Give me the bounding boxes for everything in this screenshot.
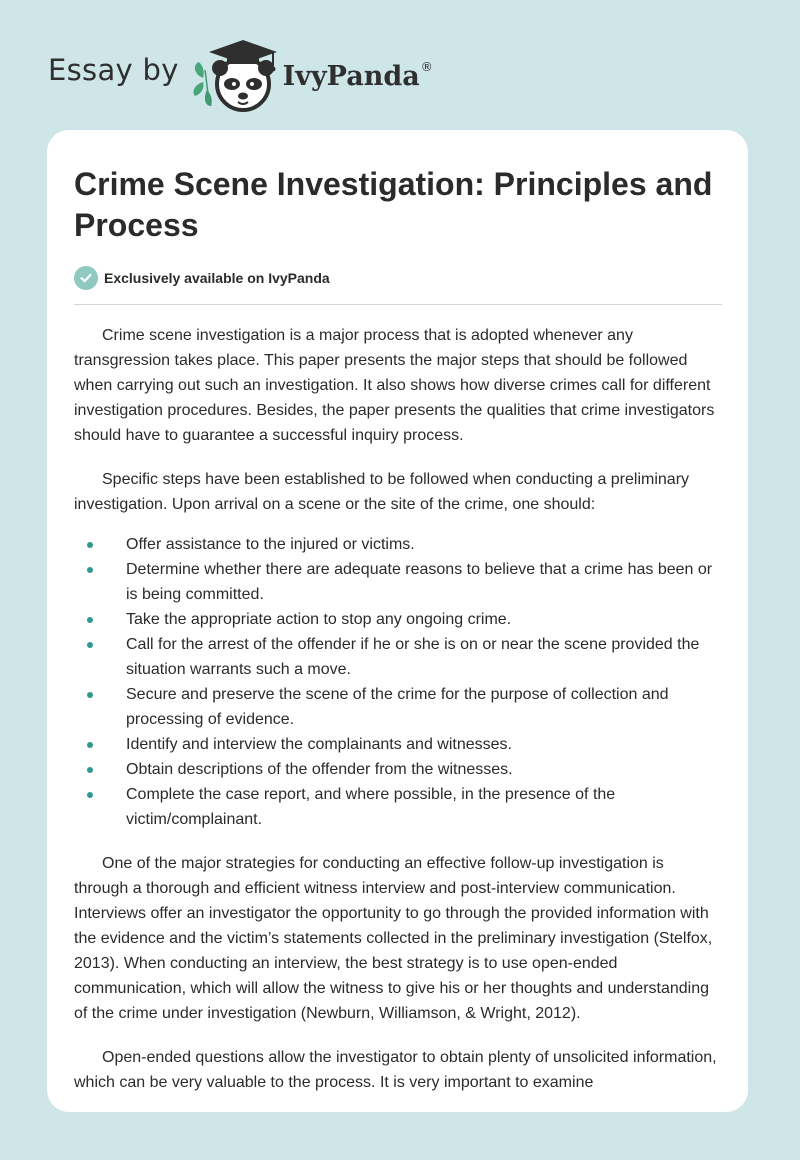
body-paragraph: One of the major strategies for conducting an effective follow-up investigation is through a thorough and efficient witness interview and post-interview communication. Interviews offer an investigator the opportunity to go through the provided information with the evidence and the victim’s statements collected in the preliminary investigation (Stelfox, 2013). When conducting an interview, the best strategy is to use open-ended communication, which will allow the witness to give his or her thoughts and understanding of the crime under investigation (Newburn, Williamson, & Wright, 2012). xyxy=(74,855,713,1022)
steps-list xyxy=(74,532,722,832)
list-item-text: Take the appropriate action to stop any ongoing crime. xyxy=(126,611,512,628)
bullet-dot xyxy=(87,742,93,748)
list-item xyxy=(74,782,722,832)
brand-prefix: Essay by xyxy=(48,53,179,87)
site-header xyxy=(48,34,433,114)
exclusive-label: Exclusively available on IvyPanda xyxy=(104,270,330,286)
list-item xyxy=(74,607,722,632)
list-item xyxy=(74,632,722,682)
list-item xyxy=(74,557,722,607)
body-paragraph: Open-ended questions allow the investigator to obtain plenty of unsolicited information, which can be very valuable to the process. It is very important to examine xyxy=(74,1049,717,1091)
panda-graduate-icon[interactable] xyxy=(189,34,285,114)
bullet-dot xyxy=(87,692,93,698)
check-icon xyxy=(74,266,98,290)
bullet-dot xyxy=(87,567,93,573)
list-item-text: Obtain descriptions of the offender from the witnesses. xyxy=(126,761,513,778)
bullet-dot xyxy=(87,542,93,548)
page-title: Crime Scene Investigation: Principles and Process xyxy=(74,166,713,243)
list-item xyxy=(74,682,722,732)
brand-name[interactable]: IvyPanda xyxy=(282,60,420,92)
list-item-text: Call for the arrest of the offender if he or she is on or near the scene provided the situation warrants such a move. xyxy=(126,636,700,678)
list-item xyxy=(74,757,722,782)
registered-mark: ® xyxy=(420,60,433,74)
list-item-text: Complete the case report, and where possible, in the presence of the victim/complainant. xyxy=(126,786,616,828)
essay-card xyxy=(47,130,748,1112)
steps-intro-paragraph: Specific steps have been established to be followed when conducting a preliminary investigation. Upon arrival on a scene or the site of the crime, one should: xyxy=(74,471,690,513)
bullet-dot xyxy=(87,642,93,648)
list-item-text: Secure and preserve the scene of the crime for the purpose of collection and processing of evidence. xyxy=(126,686,669,728)
list-item-text: Offer assistance to the injured or victims. xyxy=(126,536,415,553)
bullet-dot xyxy=(87,767,93,773)
exclusive-banner xyxy=(74,266,722,305)
intro-paragraph: Crime scene investigation is a major process that is adopted whenever any transgression takes place. This paper presents the major steps that should be followed when carrying out such an investigation. It also shows how diverse crimes call for different investigation procedures. Besides, the paper presents the qualities that crime investigators should have to guarantee a successful inquiry process. xyxy=(74,327,715,444)
list-item xyxy=(74,732,722,757)
bullet-dot xyxy=(87,617,93,623)
bullet-dot xyxy=(87,792,93,798)
list-item-text: Determine whether there are adequate reasons to believe that a crime has been or is being committed. xyxy=(126,561,713,603)
list-item xyxy=(74,532,722,557)
list-item-text: Identify and interview the complainants and witnesses. xyxy=(126,736,512,753)
